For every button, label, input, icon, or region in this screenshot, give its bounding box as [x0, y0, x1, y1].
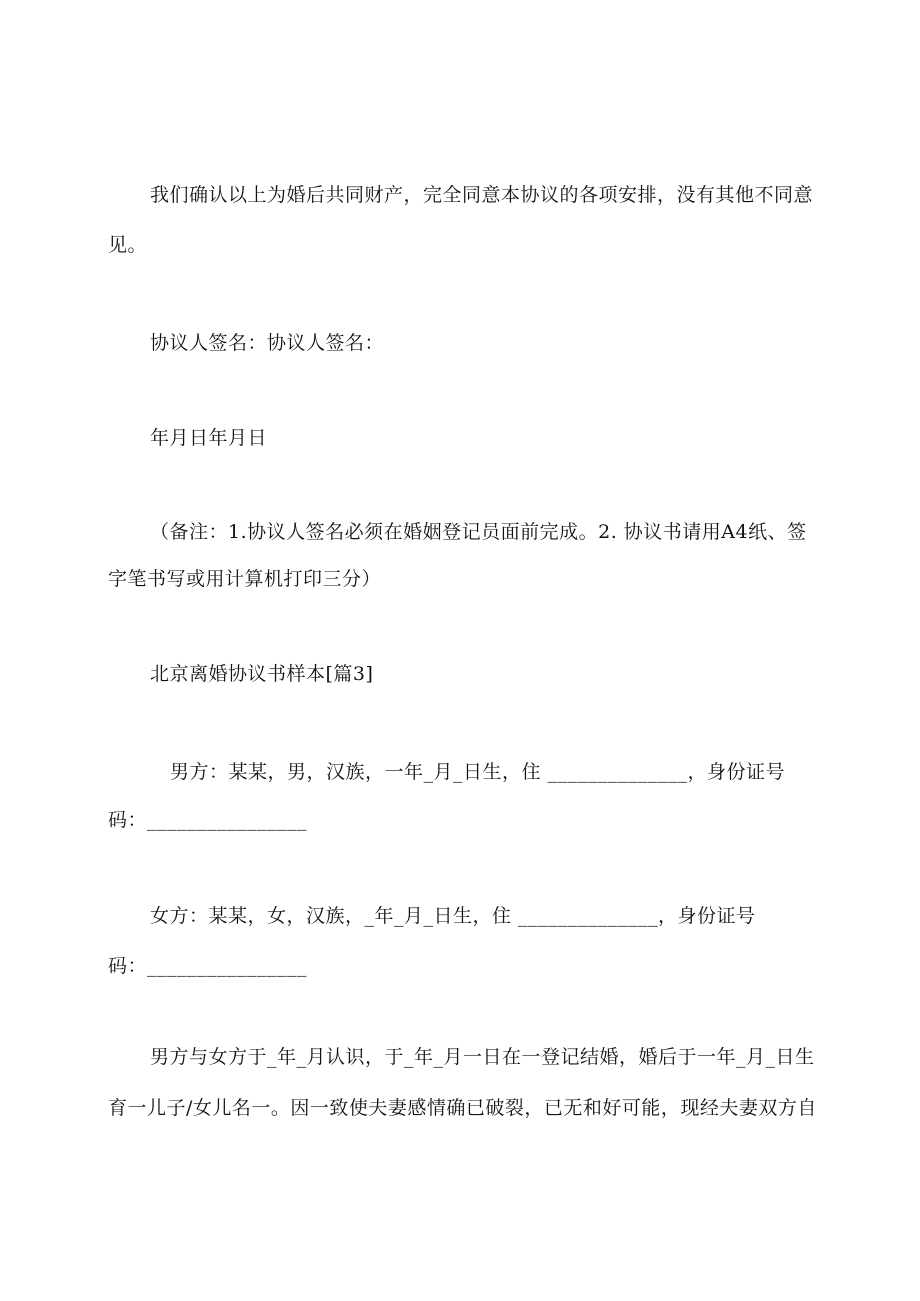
note-line: （备注：1.协议人签名必须在婚姻登记员面前完成。2. 协议书请用A4纸、签 [150, 521, 807, 543]
signature-line: 协议人签名：协议人签名： [150, 332, 385, 354]
paragraph-line: 男方与女方于_年_月认识，于_年_月一日在一登记结婚，婚后于一年_月_日生 [150, 1046, 815, 1068]
note-line: 字笔书写或用计算机打印三分） [108, 568, 382, 590]
male-party-line: 男方：某某，男，汉族，一年_月_日生，住 ______________，身份证号 [170, 761, 786, 783]
date-line: 年月日年月日 [150, 427, 268, 449]
female-party-line: 女方：某某，女，汉族，_年_月_日生，住 ______________，身份证号 [150, 905, 756, 927]
section-heading: 北京离婚协议书样本[篇3] [150, 663, 374, 685]
paragraph-line: 我们确认以上为婚后共同财产，完全同意本协议的各项安排，没有其他不同意 [150, 184, 814, 206]
female-party-line: 码：________________ [108, 955, 308, 977]
male-party-line: 码：________________ [108, 809, 308, 831]
paragraph-line: 见。 [108, 234, 148, 256]
paragraph-line: 育一儿子/女儿名一。因一致使夫妻感情确已破裂，已无和好可能，现经夫妻双方自 [108, 1097, 817, 1119]
